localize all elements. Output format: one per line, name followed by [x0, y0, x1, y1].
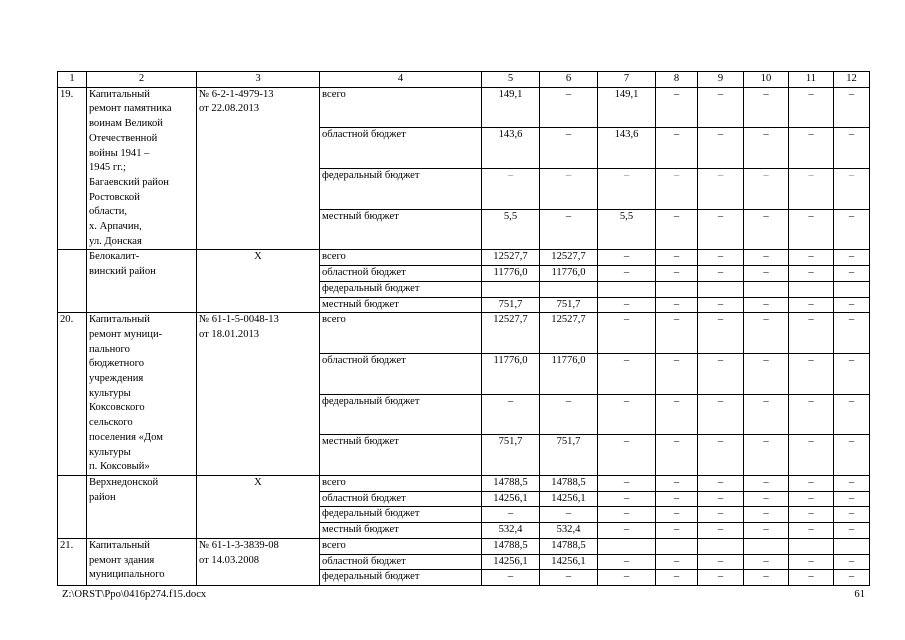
- funding-source: федеральный бюджет: [320, 281, 482, 297]
- value-cell: 14256,1: [482, 491, 540, 507]
- value-cell: –: [744, 266, 789, 282]
- value-cell: –: [698, 570, 744, 586]
- value-cell: [698, 281, 744, 297]
- value-cell: –: [482, 394, 540, 435]
- column-number: 8: [656, 72, 698, 88]
- value-cell: [834, 281, 870, 297]
- value-cell: –: [656, 554, 698, 570]
- value-cell: –: [789, 128, 834, 169]
- value-cell: 14256,1: [482, 554, 540, 570]
- value-cell: –: [598, 169, 656, 210]
- value-cell: –: [482, 169, 540, 210]
- funding-source: областной бюджет: [320, 266, 482, 282]
- value-cell: –: [598, 491, 656, 507]
- value-cell: –: [789, 523, 834, 539]
- value-cell: –: [744, 491, 789, 507]
- header-row: [58, 72, 870, 88]
- value-cell: –: [789, 491, 834, 507]
- value-cell: –: [834, 297, 870, 313]
- value-cell: –: [656, 394, 698, 435]
- value-cell: –: [598, 394, 656, 435]
- funding-source: местный бюджет: [320, 523, 482, 539]
- value-cell: 149,1: [482, 87, 540, 128]
- budget-table: [57, 71, 870, 586]
- value-cell: –: [656, 523, 698, 539]
- value-cell: –: [698, 507, 744, 523]
- value-cell: –: [656, 128, 698, 169]
- funding-source: областной бюджет: [320, 353, 482, 394]
- value-cell: –: [656, 507, 698, 523]
- item-number: 21.: [58, 538, 87, 585]
- value-cell: 12527,7: [482, 313, 540, 354]
- value-cell: [598, 281, 656, 297]
- funding-source: всего: [320, 250, 482, 266]
- column-number: 3: [197, 72, 320, 88]
- value-cell: –: [789, 297, 834, 313]
- value-cell: –: [834, 475, 870, 491]
- value-cell: 143,6: [598, 128, 656, 169]
- object-name: Верхнедонской район: [87, 475, 197, 538]
- value-cell: –: [598, 353, 656, 394]
- funding-source: местный бюджет: [320, 297, 482, 313]
- value-cell: –: [744, 435, 789, 476]
- value-cell: 14788,5: [540, 538, 598, 554]
- value-cell: [698, 538, 744, 554]
- table-body: [58, 72, 870, 586]
- document-ref: № 61-1-3-3839-08 от 14.03.2008: [197, 538, 320, 585]
- page-number: 61: [854, 589, 865, 600]
- value-cell: 14788,5: [540, 475, 598, 491]
- value-cell: –: [540, 87, 598, 128]
- value-cell: –: [744, 394, 789, 435]
- value-cell: –: [744, 128, 789, 169]
- funding-source: федеральный бюджет: [320, 394, 482, 435]
- value-cell: –: [698, 475, 744, 491]
- column-number: 6: [540, 72, 598, 88]
- value-cell: [656, 538, 698, 554]
- value-cell: –: [540, 128, 598, 169]
- value-cell: –: [789, 169, 834, 210]
- column-number: 10: [744, 72, 789, 88]
- value-cell: –: [789, 394, 834, 435]
- value-cell: –: [834, 523, 870, 539]
- document-ref: № 6-2-1-4979-13 от 22.08.2013: [197, 87, 320, 250]
- value-cell: –: [789, 353, 834, 394]
- value-cell: –: [598, 523, 656, 539]
- column-number: 5: [482, 72, 540, 88]
- value-cell: –: [744, 87, 789, 128]
- value-cell: –: [789, 435, 834, 476]
- value-cell: –: [789, 87, 834, 128]
- column-number: 4: [320, 72, 482, 88]
- value-cell: –: [698, 128, 744, 169]
- value-cell: 751,7: [482, 435, 540, 476]
- value-cell: –: [698, 250, 744, 266]
- funding-source: федеральный бюджет: [320, 169, 482, 210]
- funding-source: всего: [320, 313, 482, 354]
- value-cell: –: [656, 250, 698, 266]
- value-cell: –: [698, 266, 744, 282]
- funding-source: областной бюджет: [320, 128, 482, 169]
- object-name: Белокалит- винский район: [87, 250, 197, 313]
- value-cell: [656, 281, 698, 297]
- value-cell: –: [789, 250, 834, 266]
- value-cell: –: [656, 313, 698, 354]
- value-cell: –: [698, 87, 744, 128]
- value-cell: –: [698, 313, 744, 354]
- value-cell: –: [540, 570, 598, 586]
- value-cell: –: [482, 570, 540, 586]
- funding-source: всего: [320, 538, 482, 554]
- value-cell: –: [698, 394, 744, 435]
- value-cell: –: [834, 87, 870, 128]
- item-number: [58, 250, 87, 313]
- value-cell: –: [834, 507, 870, 523]
- funding-source: областной бюджет: [320, 491, 482, 507]
- value-cell: 12527,7: [540, 250, 598, 266]
- value-cell: 11776,0: [482, 353, 540, 394]
- value-cell: –: [656, 353, 698, 394]
- funding-source: федеральный бюджет: [320, 570, 482, 586]
- value-cell: 14788,5: [482, 538, 540, 554]
- value-cell: 12527,7: [482, 250, 540, 266]
- value-cell: 532,4: [540, 523, 598, 539]
- document-ref: Х: [197, 475, 320, 538]
- column-number: 1: [58, 72, 87, 88]
- document-ref: № 61-1-5-0048-13 от 18.01.2013: [197, 313, 320, 476]
- value-cell: –: [656, 266, 698, 282]
- value-cell: 751,7: [482, 297, 540, 313]
- value-cell: [744, 538, 789, 554]
- value-cell: 751,7: [540, 435, 598, 476]
- value-cell: [744, 281, 789, 297]
- column-number: 2: [87, 72, 197, 88]
- value-cell: 11776,0: [540, 353, 598, 394]
- value-cell: –: [834, 128, 870, 169]
- value-cell: –: [656, 475, 698, 491]
- value-cell: –: [482, 507, 540, 523]
- value-cell: –: [656, 87, 698, 128]
- value-cell: [540, 281, 598, 297]
- value-cell: –: [598, 250, 656, 266]
- value-cell: –: [744, 507, 789, 523]
- value-cell: –: [540, 394, 598, 435]
- value-cell: –: [744, 523, 789, 539]
- value-cell: 14256,1: [540, 491, 598, 507]
- value-cell: 12527,7: [540, 313, 598, 354]
- column-number: 9: [698, 72, 744, 88]
- value-cell: –: [656, 435, 698, 476]
- funding-source: федеральный бюджет: [320, 507, 482, 523]
- value-cell: 11776,0: [540, 266, 598, 282]
- value-cell: –: [598, 313, 656, 354]
- value-cell: [598, 538, 656, 554]
- value-cell: [834, 538, 870, 554]
- value-cell: –: [656, 297, 698, 313]
- funding-source: всего: [320, 87, 482, 128]
- value-cell: –: [834, 570, 870, 586]
- value-cell: –: [834, 313, 870, 354]
- value-cell: –: [598, 435, 656, 476]
- value-cell: [482, 281, 540, 297]
- value-cell: –: [834, 554, 870, 570]
- value-cell: –: [834, 394, 870, 435]
- funding-source: местный бюджет: [320, 209, 482, 250]
- item-number: 19.: [58, 87, 87, 250]
- value-cell: –: [834, 353, 870, 394]
- value-cell: –: [540, 209, 598, 250]
- value-cell: –: [834, 250, 870, 266]
- document-ref: Х: [197, 250, 320, 313]
- column-number: 11: [789, 72, 834, 88]
- table-row: [58, 538, 870, 554]
- value-cell: –: [789, 507, 834, 523]
- value-cell: 14788,5: [482, 475, 540, 491]
- table-row: [58, 475, 870, 491]
- column-number: 7: [598, 72, 656, 88]
- value-cell: [789, 538, 834, 554]
- value-cell: 14256,1: [540, 554, 598, 570]
- value-cell: 11776,0: [482, 266, 540, 282]
- page-footer: [62, 589, 865, 600]
- value-cell: 143,6: [482, 128, 540, 169]
- value-cell: –: [834, 435, 870, 476]
- value-cell: 5,5: [598, 209, 656, 250]
- value-cell: –: [834, 266, 870, 282]
- value-cell: –: [789, 475, 834, 491]
- file-path: Z:\ORST\Ppo\0416p274.f15.docx: [62, 589, 207, 600]
- value-cell: –: [598, 570, 656, 586]
- value-cell: –: [744, 353, 789, 394]
- item-number: [58, 475, 87, 538]
- value-cell: –: [698, 353, 744, 394]
- value-cell: –: [698, 209, 744, 250]
- object-name: Капитальный ремонт памятника воинам Великой Отечественной войны 1941 – 1945 гг.; Багаевский район Ростовской области, х. Арпачин, ул. Донская: [87, 87, 197, 250]
- value-cell: –: [789, 313, 834, 354]
- value-cell: –: [540, 169, 598, 210]
- object-name: Капитальный ремонт муници- пального бюджетного учреждения культуры Коксовского сельского поселения «Дом культуры п. Коксовый»: [87, 313, 197, 476]
- value-cell: –: [656, 209, 698, 250]
- value-cell: 532,4: [482, 523, 540, 539]
- funding-source: всего: [320, 475, 482, 491]
- value-cell: –: [598, 266, 656, 282]
- value-cell: –: [744, 297, 789, 313]
- value-cell: –: [698, 297, 744, 313]
- value-cell: –: [698, 554, 744, 570]
- value-cell: –: [598, 507, 656, 523]
- column-number: 12: [834, 72, 870, 88]
- value-cell: –: [698, 523, 744, 539]
- value-cell: –: [834, 209, 870, 250]
- object-name: Капитальный ремонт здания муниципального: [87, 538, 197, 585]
- value-cell: 751,7: [540, 297, 598, 313]
- funding-source: областной бюджет: [320, 554, 482, 570]
- table-row: [58, 87, 870, 128]
- value-cell: –: [744, 209, 789, 250]
- value-cell: –: [656, 570, 698, 586]
- value-cell: –: [789, 266, 834, 282]
- value-cell: –: [698, 491, 744, 507]
- value-cell: –: [656, 169, 698, 210]
- table-row: [58, 250, 870, 266]
- value-cell: 5,5: [482, 209, 540, 250]
- value-cell: –: [598, 554, 656, 570]
- value-cell: 149,1: [598, 87, 656, 128]
- funding-source: местный бюджет: [320, 435, 482, 476]
- value-cell: –: [698, 169, 744, 210]
- value-cell: –: [598, 475, 656, 491]
- value-cell: –: [789, 554, 834, 570]
- value-cell: –: [744, 169, 789, 210]
- value-cell: –: [789, 570, 834, 586]
- value-cell: –: [834, 491, 870, 507]
- value-cell: –: [744, 570, 789, 586]
- value-cell: –: [834, 169, 870, 210]
- value-cell: –: [744, 475, 789, 491]
- value-cell: –: [698, 435, 744, 476]
- value-cell: –: [656, 491, 698, 507]
- value-cell: [789, 281, 834, 297]
- value-cell: –: [540, 507, 598, 523]
- value-cell: –: [744, 554, 789, 570]
- value-cell: –: [598, 297, 656, 313]
- value-cell: –: [744, 250, 789, 266]
- value-cell: –: [744, 313, 789, 354]
- value-cell: –: [789, 209, 834, 250]
- table-row: [58, 313, 870, 354]
- item-number: 20.: [58, 313, 87, 476]
